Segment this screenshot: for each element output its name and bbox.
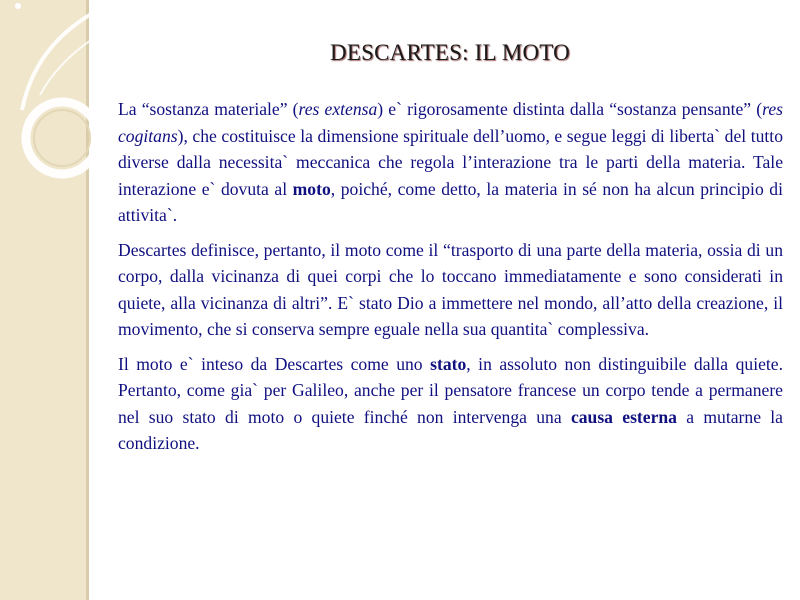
paragraph-2 xyxy=(118,237,783,343)
emphasis-term: stato xyxy=(430,353,467,374)
emphasis-term: moto xyxy=(292,178,331,199)
text-run: , in assoluto non distinguibile dalla quiete. Pertanto, come gia` per Galileo, anche per il pensatore francese un corpo tende a permanere nel suo stato di moto o quiete finché non intervenga una xyxy=(118,353,783,427)
emphasis-term: causa esterna xyxy=(570,406,677,427)
paragraph-3 xyxy=(118,351,783,457)
text-run: Il moto e` inteso da Descartes come uno xyxy=(118,353,431,374)
text-run: , poiché, come detto, la materia in sé non ha alcun principio di attivita`. xyxy=(118,178,783,225)
paragraph-1 xyxy=(118,96,783,229)
slide-title: DESCARTES: IL MOTO xyxy=(330,40,570,65)
text-run: ) e` rigorosamente distinta dalla “sostanza pensante” ( xyxy=(377,99,763,119)
text-run: ), che costituisce la dimensione spirituale dell’uomo, e segue leggi di liberta` del tutto diverse dalla necessita` meccanica che regola l’interazione tra le parti della materia. Tale interazione e` dovuta al xyxy=(118,125,783,199)
slide-body xyxy=(118,96,783,465)
text-run: a mutarne la condizione. xyxy=(118,406,783,453)
latin-term: res extensa xyxy=(298,99,378,119)
text-run: La “sostanza materiale” ( xyxy=(118,99,299,119)
latin-term: res cogitans xyxy=(118,99,783,146)
text-run: Descartes definisce, pertanto, il moto come il “trasporto di una parte della materia, ossia di un corpo, dalla vicinanza di quei corpi che lo toccano immediatamente e sono considerati in quiete, alla vicinanza di altri”. E` stato Dio a immettere nel mondo, all’atto della creazione, il movimento, che si conserva sempre eguale nella sua quantita` complessiva. xyxy=(118,239,783,339)
